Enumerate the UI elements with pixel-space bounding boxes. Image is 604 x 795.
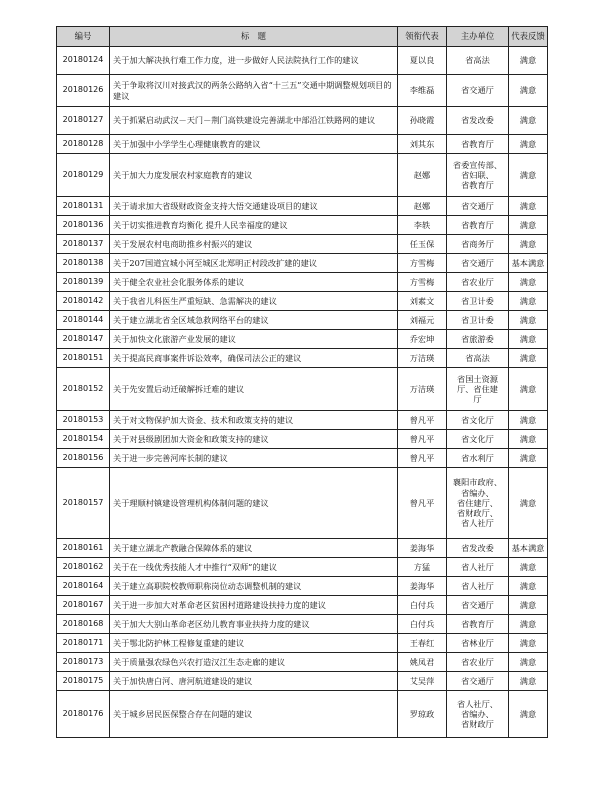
header-number: 编号 xyxy=(57,27,110,47)
cell-host-unit: 省交通厅 xyxy=(447,197,509,216)
cell-feedback: 满意 xyxy=(509,273,548,292)
cell-host-unit: 省交通厅 xyxy=(447,254,509,273)
cell-host-unit: 省人社厅 xyxy=(447,558,509,577)
cell-number: 20180139 xyxy=(57,273,110,292)
cell-lead-representative: 赵娜 xyxy=(398,197,447,216)
cell-lead-representative: 方雪梅 xyxy=(398,254,447,273)
cell-title: 关于加大解决执行难工作力度，进一步做好人民法院执行工作的建议 xyxy=(110,47,398,75)
table-row xyxy=(57,330,548,349)
cell-number: 20180164 xyxy=(57,577,110,596)
cell-lead-representative: 方雪梅 xyxy=(398,273,447,292)
cell-lead-representative: 刘其东 xyxy=(398,135,447,154)
cell-feedback: 满意 xyxy=(509,135,548,154)
cell-title: 关于进一步加大对革命老区贫困村道路建设扶持力度的建议 xyxy=(110,596,398,615)
cell-number: 20180124 xyxy=(57,47,110,75)
table-row xyxy=(57,311,548,330)
cell-feedback: 满意 xyxy=(509,107,548,135)
header-host-unit: 主办单位 xyxy=(447,27,509,47)
cell-number: 20180128 xyxy=(57,135,110,154)
cell-host-unit: 省高法 xyxy=(447,47,509,75)
cell-host-unit: 省农业厅 xyxy=(447,273,509,292)
cell-feedback: 满意 xyxy=(509,691,548,738)
cell-lead-representative: 万洁瑛 xyxy=(398,368,447,411)
table-row xyxy=(57,368,548,411)
cell-feedback: 满意 xyxy=(509,235,548,254)
cell-host-unit: 省卫计委 xyxy=(447,311,509,330)
cell-feedback: 满意 xyxy=(509,197,548,216)
cell-feedback: 满意 xyxy=(509,596,548,615)
cell-feedback: 满意 xyxy=(509,411,548,430)
cell-host-unit: 省农业厅 xyxy=(447,653,509,672)
cell-title: 关于建立高职院校教师职称岗位动态调整机制的建议 xyxy=(110,577,398,596)
table-row xyxy=(57,430,548,449)
cell-feedback: 满意 xyxy=(509,75,548,107)
cell-host-unit: 省人社厅、 省编办、 省财政厅 xyxy=(447,691,509,738)
cell-number: 20180175 xyxy=(57,672,110,691)
cell-title: 关于城乡居民医保整合存在问题的建议 xyxy=(110,691,398,738)
proposal-table-sheet xyxy=(56,26,547,738)
cell-host-unit: 省发改委 xyxy=(447,539,509,558)
cell-lead-representative: 白付兵 xyxy=(398,596,447,615)
table-row xyxy=(57,691,548,738)
cell-lead-representative: 方猛 xyxy=(398,558,447,577)
cell-host-unit: 省水利厅 xyxy=(447,449,509,468)
cell-host-unit: 省旅游委 xyxy=(447,330,509,349)
cell-lead-representative: 孙晓霞 xyxy=(398,107,447,135)
table-row xyxy=(57,273,548,292)
cell-host-unit: 省卫计委 xyxy=(447,292,509,311)
cell-feedback: 满意 xyxy=(509,634,548,653)
table-row xyxy=(57,577,548,596)
cell-feedback: 满意 xyxy=(509,558,548,577)
table-row xyxy=(57,75,548,107)
cell-title: 关于对县级剧团加大资金和政策支持的建议 xyxy=(110,430,398,449)
cell-host-unit: 省教育厅 xyxy=(447,615,509,634)
cell-host-unit: 省发改委 xyxy=(447,107,509,135)
cell-feedback: 满意 xyxy=(509,349,548,368)
cell-lead-representative: 白付兵 xyxy=(398,615,447,634)
cell-lead-representative: 李轶 xyxy=(398,216,447,235)
cell-number: 20180142 xyxy=(57,292,110,311)
cell-number: 20180147 xyxy=(57,330,110,349)
cell-feedback: 满意 xyxy=(509,216,548,235)
table-row xyxy=(57,349,548,368)
cell-number: 20180126 xyxy=(57,75,110,107)
cell-number: 20180131 xyxy=(57,197,110,216)
cell-host-unit: 省商务厅 xyxy=(447,235,509,254)
cell-number: 20180176 xyxy=(57,691,110,738)
table-row xyxy=(57,235,548,254)
cell-host-unit: 省教育厅 xyxy=(447,135,509,154)
cell-lead-representative: 姚凤君 xyxy=(398,653,447,672)
cell-number: 20180162 xyxy=(57,558,110,577)
table-row xyxy=(57,615,548,634)
table-row xyxy=(57,197,548,216)
cell-number: 20180137 xyxy=(57,235,110,254)
table-row xyxy=(57,292,548,311)
cell-title: 关于提高民商事案件诉讼效率，确保司法公正的建议 xyxy=(110,349,398,368)
cell-feedback: 满意 xyxy=(509,577,548,596)
cell-lead-representative: 夏以良 xyxy=(398,47,447,75)
cell-feedback: 满意 xyxy=(509,330,548,349)
cell-title: 关于在一线优秀技能人才中推行“双师”的建议 xyxy=(110,558,398,577)
table-row xyxy=(57,135,548,154)
cell-number: 20180154 xyxy=(57,430,110,449)
header-feedback: 代表反馈 xyxy=(509,27,548,47)
cell-feedback: 满意 xyxy=(509,653,548,672)
cell-lead-representative: 姜海华 xyxy=(398,539,447,558)
cell-lead-representative: 罗琼政 xyxy=(398,691,447,738)
cell-host-unit: 省交通厅 xyxy=(447,596,509,615)
cell-feedback: 满意 xyxy=(509,292,548,311)
header-row xyxy=(57,27,548,47)
header-title: 标 题 xyxy=(110,27,398,47)
cell-lead-representative: 姜海华 xyxy=(398,577,447,596)
proposal-table xyxy=(56,26,548,738)
cell-title: 关于请求加大省级财政资金支持大悟交通建设项目的建议 xyxy=(110,197,398,216)
cell-lead-representative: 任玉保 xyxy=(398,235,447,254)
cell-title: 关于建立湖北产教融合保障体系的建议 xyxy=(110,539,398,558)
cell-lead-representative: 艾吴萍 xyxy=(398,672,447,691)
cell-feedback: 满意 xyxy=(509,368,548,411)
cell-number: 20180129 xyxy=(57,154,110,197)
cell-feedback: 基本满意 xyxy=(509,254,548,273)
cell-host-unit: 省高法 xyxy=(447,349,509,368)
table-row xyxy=(57,653,548,672)
cell-title: 关于加强中小学学生心理健康教育的建议 xyxy=(110,135,398,154)
table-body xyxy=(57,47,548,738)
cell-feedback: 满意 xyxy=(509,615,548,634)
cell-feedback: 满意 xyxy=(509,468,548,539)
cell-title: 关于先安置后动迁破解拆迁难的建议 xyxy=(110,368,398,411)
cell-host-unit: 省文化厅 xyxy=(447,411,509,430)
table-row xyxy=(57,254,548,273)
cell-title: 关于发展农村电商助推乡村振兴的建议 xyxy=(110,235,398,254)
cell-feedback: 基本满意 xyxy=(509,539,548,558)
cell-feedback: 满意 xyxy=(509,154,548,197)
cell-title: 关于抓紧启动武汉－天门－荆门高铁建设完善湖北中部沿江铁路网的建议 xyxy=(110,107,398,135)
cell-host-unit: 省文化厅 xyxy=(447,430,509,449)
cell-title: 关于健全农业社会化服务体系的建议 xyxy=(110,273,398,292)
cell-lead-representative: 曾凡平 xyxy=(398,411,447,430)
cell-feedback: 满意 xyxy=(509,47,548,75)
cell-host-unit: 省交通厅 xyxy=(447,75,509,107)
cell-number: 20180127 xyxy=(57,107,110,135)
cell-host-unit: 省国土资源 厅、省住建 厅 xyxy=(447,368,509,411)
cell-lead-representative: 万洁瑛 xyxy=(398,349,447,368)
cell-host-unit: 襄阳市政府、 省编办、 省住建厅、 省财政厅、 省人社厅 xyxy=(447,468,509,539)
cell-number: 20180152 xyxy=(57,368,110,411)
cell-title: 关于加大力度发展农村家庭教育的建议 xyxy=(110,154,398,197)
cell-title: 关于鄂北防护林工程修复重建的建议 xyxy=(110,634,398,653)
cell-title: 关于质量强农绿色兴农打造汉江生态走廊的建议 xyxy=(110,653,398,672)
cell-host-unit: 省教育厅 xyxy=(447,216,509,235)
cell-number: 20180167 xyxy=(57,596,110,615)
cell-number: 20180156 xyxy=(57,449,110,468)
cell-title: 关于加大大别山革命老区幼儿教育事业扶持力度的建议 xyxy=(110,615,398,634)
cell-title: 关于切实推进教育均衡化 提升人民幸福度的建议 xyxy=(110,216,398,235)
cell-number: 20180173 xyxy=(57,653,110,672)
table-row xyxy=(57,539,548,558)
cell-title: 关于建立湖北省全区域急救网络平台的建议 xyxy=(110,311,398,330)
cell-title: 关于我省儿科医生严重短缺、急需解决的建议 xyxy=(110,292,398,311)
table-row xyxy=(57,216,548,235)
cell-title: 关于进一步完善河库长制的建议 xyxy=(110,449,398,468)
table-row xyxy=(57,449,548,468)
cell-number: 20180151 xyxy=(57,349,110,368)
cell-host-unit: 省人社厅 xyxy=(447,577,509,596)
cell-host-unit: 省委宣传部、 省妇联、 省教育厅 xyxy=(447,154,509,197)
table-row xyxy=(57,107,548,135)
cell-number: 20180136 xyxy=(57,216,110,235)
cell-title: 关于争取将汉川对接武汉的两条公路纳入省“十三五”交通中期调整规划项目的建议 xyxy=(110,75,398,107)
cell-title: 关于207国道宜城小河至城区北郑明正村段改扩建的建议 xyxy=(110,254,398,273)
cell-lead-representative: 李维磊 xyxy=(398,75,447,107)
cell-lead-representative: 王春红 xyxy=(398,634,447,653)
cell-number: 20180153 xyxy=(57,411,110,430)
cell-number: 20180171 xyxy=(57,634,110,653)
table-row xyxy=(57,634,548,653)
cell-lead-representative: 曾凡平 xyxy=(398,449,447,468)
cell-title: 关于加快文化旅游产业发展的建议 xyxy=(110,330,398,349)
table-row xyxy=(57,154,548,197)
cell-lead-representative: 赵娜 xyxy=(398,154,447,197)
cell-number: 20180138 xyxy=(57,254,110,273)
table-row xyxy=(57,47,548,75)
cell-lead-representative: 曾凡平 xyxy=(398,430,447,449)
cell-host-unit: 省交通厅 xyxy=(447,672,509,691)
cell-title: 关于加快唐白河、唐河航道建设的建议 xyxy=(110,672,398,691)
cell-number: 20180157 xyxy=(57,468,110,539)
table-row xyxy=(57,596,548,615)
cell-lead-representative: 刘福元 xyxy=(398,311,447,330)
cell-title: 关于对文物保护加大资金、技术和政策支持的建议 xyxy=(110,411,398,430)
cell-host-unit: 省林业厅 xyxy=(447,634,509,653)
header-lead-representative: 领衔代表 xyxy=(398,27,447,47)
cell-number: 20180144 xyxy=(57,311,110,330)
cell-lead-representative: 刘素文 xyxy=(398,292,447,311)
cell-title: 关于理顺村镇建设管理机构体制问题的建议 xyxy=(110,468,398,539)
cell-feedback: 满意 xyxy=(509,449,548,468)
table-row xyxy=(57,468,548,539)
cell-lead-representative: 乔宏坤 xyxy=(398,330,447,349)
cell-feedback: 满意 xyxy=(509,672,548,691)
cell-feedback: 满意 xyxy=(509,430,548,449)
cell-lead-representative: 曾凡平 xyxy=(398,468,447,539)
cell-feedback: 满意 xyxy=(509,311,548,330)
table-row xyxy=(57,672,548,691)
table-row xyxy=(57,411,548,430)
cell-number: 20180168 xyxy=(57,615,110,634)
cell-number: 20180161 xyxy=(57,539,110,558)
table-row xyxy=(57,558,548,577)
